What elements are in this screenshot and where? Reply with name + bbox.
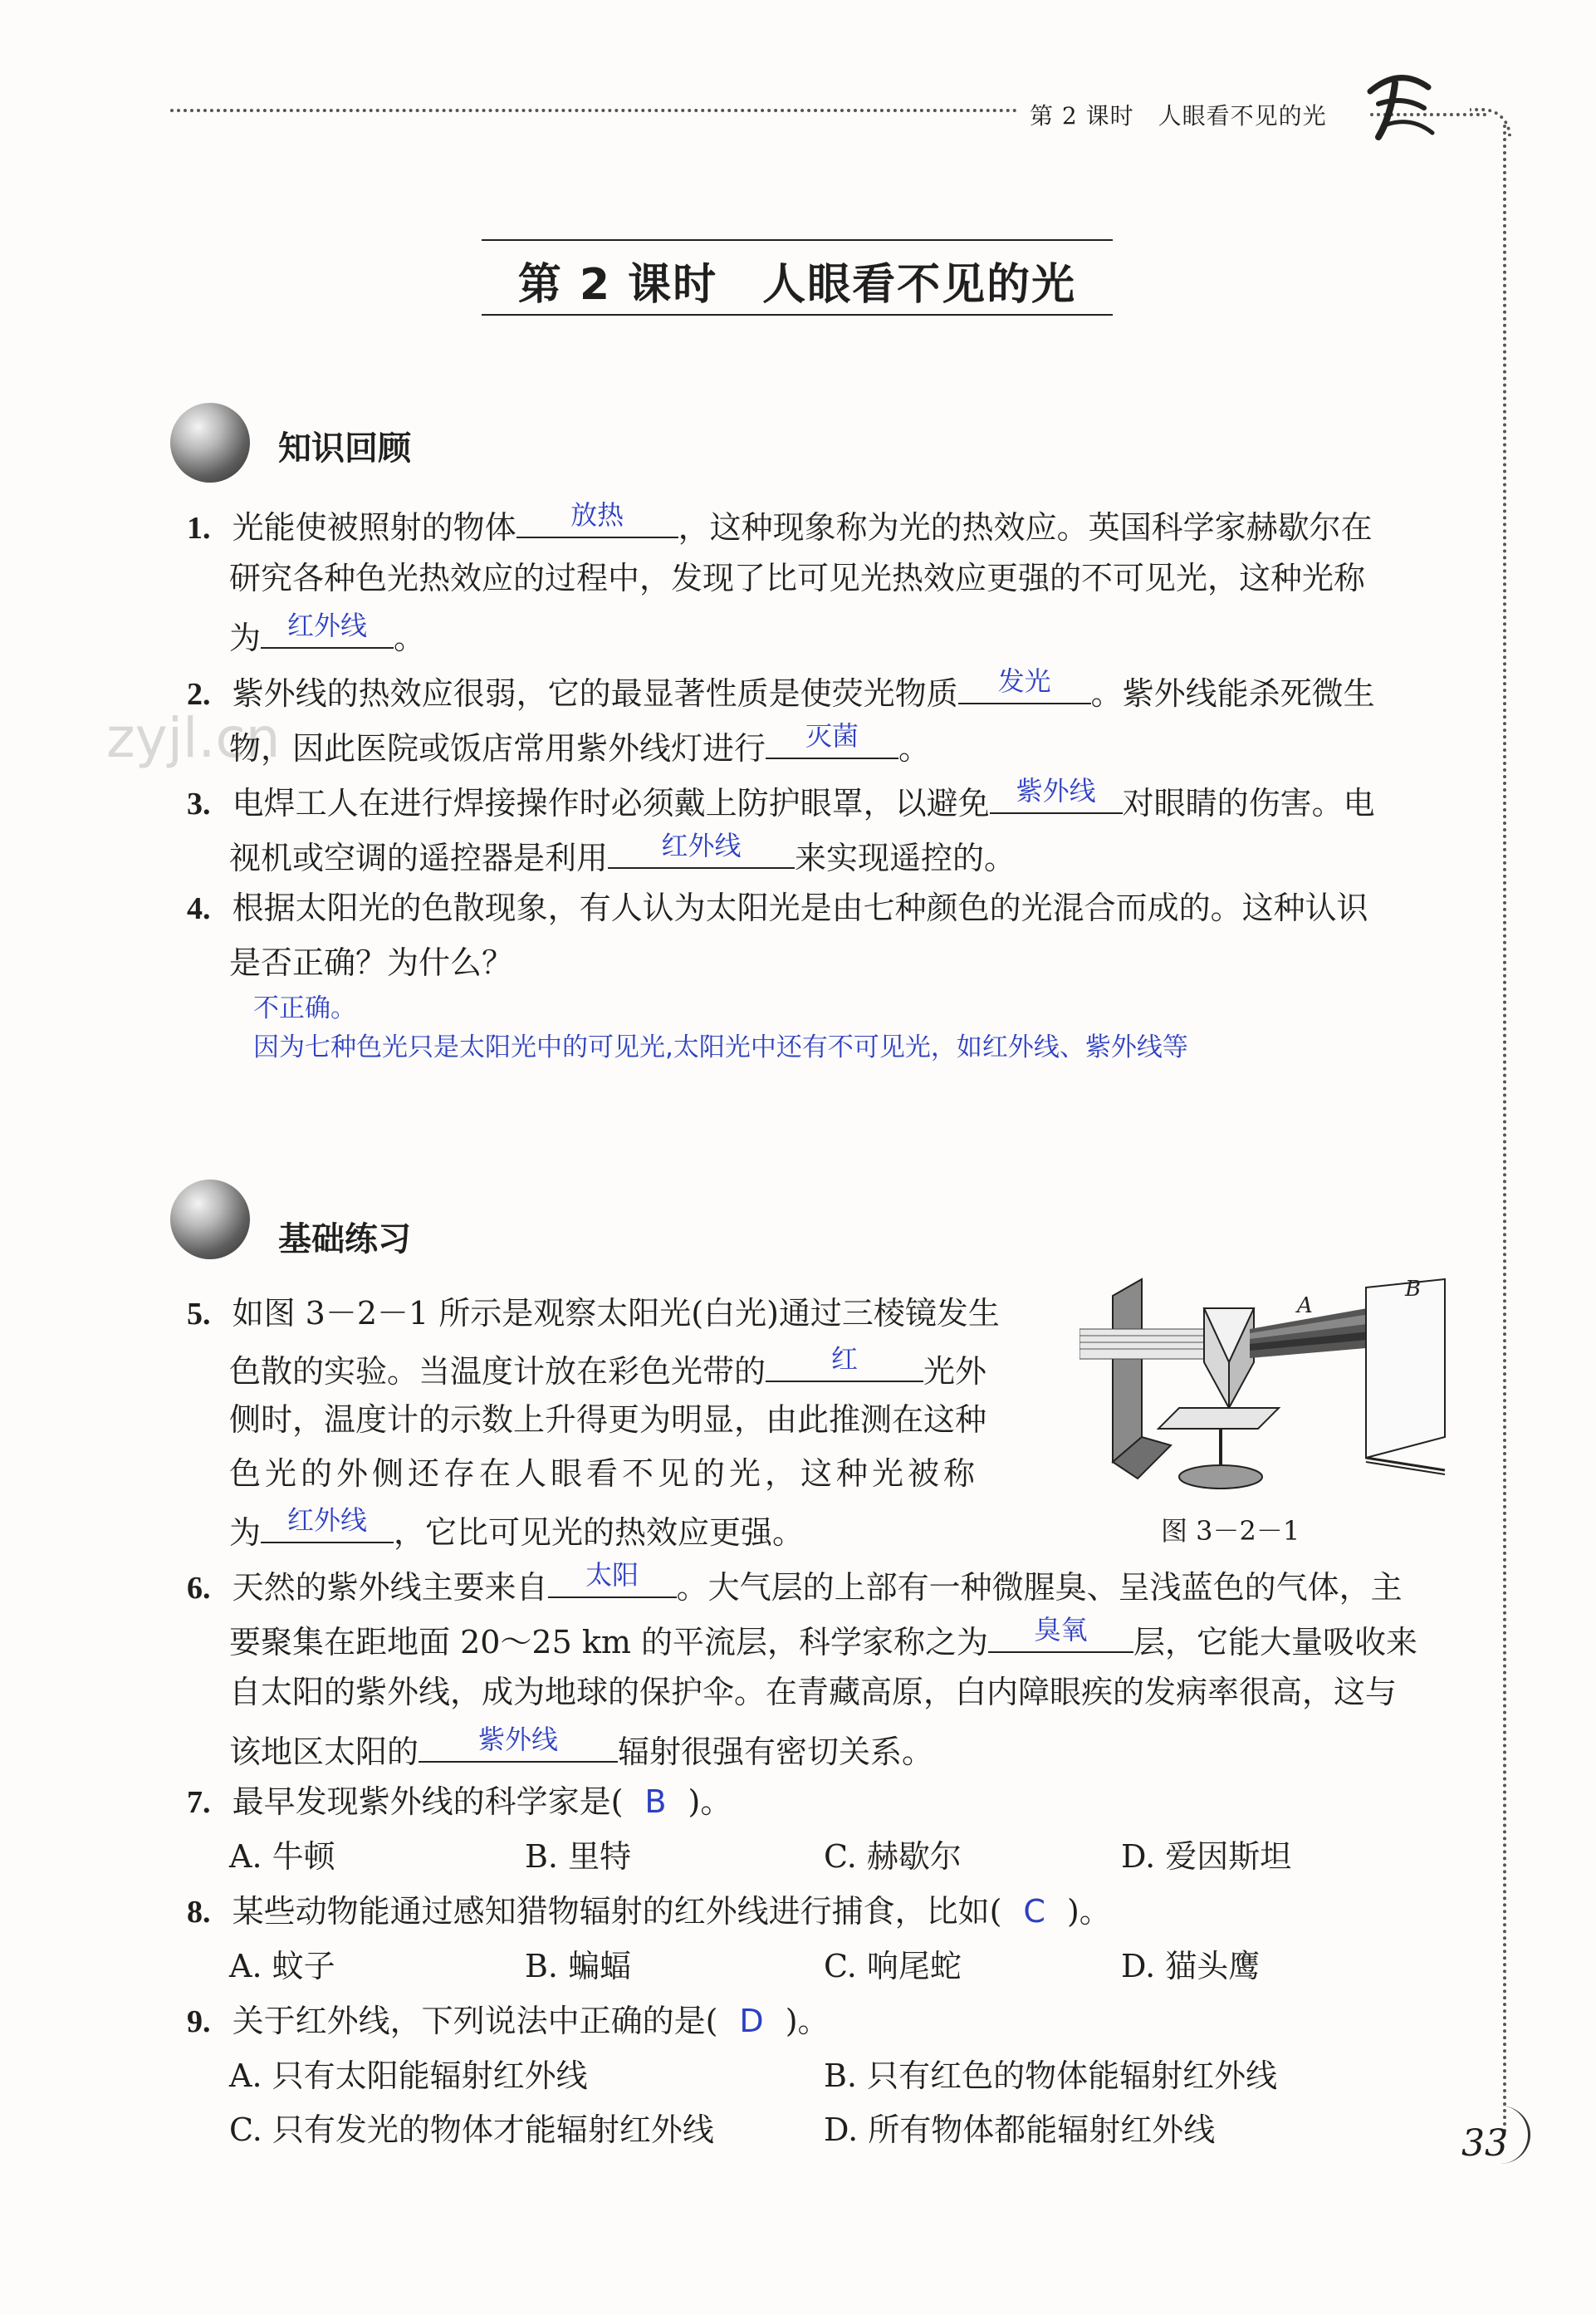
question-number: 3. [187, 787, 211, 822]
question-number: 2. [187, 677, 211, 712]
title-rule-bottom [482, 314, 1113, 316]
question-text: 色散的实验。当温度计放在彩色光带的 [229, 1353, 766, 1390]
question-number: 7. [187, 1785, 211, 1820]
handwritten-answer: 不正确。 [253, 993, 356, 1023]
question-text: )。 [688, 1783, 732, 1820]
question-text: 自太阳的紫外线，成为地球的保护伞。在青藏高原，白内障眼疾的发病率很高，这与 [229, 1674, 1398, 1710]
question-1 [187, 499, 1373, 546]
question-text: 。大气层的上部有一种微腥臭、呈浅蓝色的气体，主 [676, 1569, 1403, 1606]
handwritten-answer: C [1023, 1893, 1045, 1930]
handwritten-answer: D [739, 2003, 764, 2039]
option-b[interactable]: B. 只有红色的物体能辐射红外线 [824, 2058, 1278, 2094]
question-text: 关于红外线，下列说法中正确的是( [232, 2003, 718, 2039]
option-c[interactable]: C. 赫歇尔 [824, 1838, 962, 1875]
figure-caption: 图 3－2－1 [1161, 1515, 1300, 1547]
question-text: 光能使被照射的物体 [232, 509, 516, 546]
question-text: 层，它能大量吸收来 [1133, 1624, 1418, 1660]
question-text: 辐射很强有密切关系。 [618, 1734, 934, 1770]
question-text: 对眼睛的伤害。电 [1122, 785, 1375, 822]
option-c[interactable]: C. 只有发光的物体才能辐射红外线 [229, 2111, 714, 2148]
question-7 [187, 1783, 732, 1820]
handwritten-answer: 发光 [997, 665, 1051, 697]
question-number: 8. [187, 1895, 211, 1930]
handwritten-answer: 因为七种色光只是太阳光中的可见光,太阳光中还有不可见光，如红外线、紫外线等 [253, 1032, 1188, 1062]
prism-stand [1158, 1408, 1279, 1489]
running-header: 第 2 课时 人眼看不见的光 [1030, 102, 1327, 130]
handwritten-answer: 红外线 [661, 830, 742, 861]
header-dotted-rule [170, 109, 1017, 112]
question-number: 1. [187, 511, 211, 546]
watermark: zyjl.cn [106, 706, 281, 770]
globe-icon [170, 1180, 250, 1259]
slit-screen [1113, 1279, 1142, 1462]
question-text: 研究各种色光热效应的过程中，发现了比可见光热效应更强的不可见光，这种光称 [229, 560, 1366, 596]
answer-blank[interactable] [516, 499, 678, 538]
prism [1204, 1308, 1254, 1408]
question-3 [187, 775, 1375, 822]
title-rule-top [482, 239, 1113, 241]
option-a[interactable]: A. 蚊子 [229, 1948, 335, 1984]
page-number: 33 [1461, 2122, 1508, 2165]
answer-blank[interactable] [990, 775, 1123, 814]
question-text: 。 [898, 730, 931, 767]
section-title-practice: 基础练习 [278, 1220, 411, 1258]
question-text: 视机或空调的遥控器是利用 [229, 840, 609, 876]
option-a[interactable]: A. 牛顿 [229, 1838, 335, 1875]
answer-blank[interactable] [261, 1504, 394, 1543]
handwritten-answer: 紫外线 [478, 1724, 559, 1755]
question-text: 色光的外侧还存在人眼看不见的光，这种光被称 [229, 1455, 980, 1492]
prism-dispersion-figure [1080, 1271, 1461, 1495]
question-text: 电焊工人在进行焊接操作时必须戴上防护眼罩，以避免 [232, 785, 990, 822]
question-text: ，它比可见光的热效应更强。 [394, 1514, 805, 1551]
option-d[interactable]: D. 猫头鹰 [1121, 1948, 1261, 1984]
question-8 [187, 1893, 1111, 1930]
question-5-line2 [229, 1343, 987, 1390]
question-text: 最早发现紫外线的科学家是( [232, 1783, 624, 1820]
question-number: 9. [187, 2004, 211, 2039]
page-title: 第 2 课时 人眼看不见的光 [517, 260, 1077, 310]
brush-calligraphy-logo-icon [1354, 58, 1445, 150]
question-text: )。 [785, 2003, 830, 2039]
question-2 [187, 665, 1375, 712]
option-c[interactable]: C. 响尾蛇 [824, 1948, 962, 1984]
incoming-white-light-beam [1080, 1329, 1212, 1359]
question-text: 是否正确？为什么？ [229, 944, 514, 981]
question-6 [187, 1559, 1403, 1606]
question-text: 天然的紫外线主要来自 [232, 1569, 548, 1606]
question-3-line2 [229, 830, 1016, 876]
option-b[interactable]: B. 里特 [525, 1838, 632, 1875]
question-number: 5. [187, 1297, 211, 1332]
section-title-review: 知识回顾 [278, 429, 411, 468]
question-6-line4 [229, 1724, 934, 1770]
figure-label-b: B [1405, 1277, 1422, 1302]
handwritten-answer: 臭氧 [1034, 1614, 1088, 1646]
projection-screen [1366, 1279, 1445, 1458]
globe-icon [170, 403, 250, 483]
handwritten-answer: 太阳 [585, 1559, 639, 1591]
answer-blank[interactable] [608, 830, 795, 869]
answer-blank[interactable] [766, 720, 898, 759]
option-b[interactable]: B. 蝙蝠 [525, 1948, 632, 1984]
option-d[interactable]: D. 所有物体都能辐射红外线 [824, 2111, 1216, 2148]
answer-blank[interactable] [988, 1614, 1133, 1653]
handwritten-answer: B [644, 1783, 667, 1820]
handwritten-answer: 放热 [570, 499, 624, 531]
handwritten-answer: 红外线 [287, 1504, 368, 1536]
option-a[interactable]: A. 只有太阳能辐射红外线 [229, 2058, 588, 2094]
question-5 [187, 1297, 1000, 1330]
question-text: 侧时，温度计的示数上升得更为明显，由此推测在这种 [229, 1401, 987, 1438]
handwritten-answer: 红 [831, 1343, 859, 1375]
question-4 [187, 892, 1368, 925]
question-text: 紫外线的热效应很弱，它的最显著性质是使荧光物质 [232, 675, 958, 712]
question-text: 要聚集在距地面 20～25 km 的平流层，科学家称之为 [229, 1624, 989, 1660]
question-2-line2 [229, 720, 931, 767]
question-6-line2 [229, 1614, 1418, 1660]
question-number: 4. [187, 891, 211, 926]
handwritten-answer: 紫外线 [1016, 775, 1096, 807]
question-text: 如图 3－2－1 所示是观察太阳光(白光)通过三棱镜发生 [232, 1295, 1000, 1332]
question-text: 为 [229, 1514, 262, 1551]
question-number: 6. [187, 1571, 211, 1606]
question-text: )。 [1066, 1893, 1111, 1930]
answer-blank[interactable] [766, 1343, 923, 1382]
question-text: 根据太阳光的色散现象，有人认为太阳光是由七种颜色的光混合而成的。这种认识 [232, 890, 1368, 926]
question-9 [187, 2005, 830, 2038]
figure-label-a: A [1297, 1293, 1313, 1318]
question-text: 该地区太阳的 [229, 1734, 419, 1770]
question-text: ，这种现象称为光的热效应。英国科学家赫歇尔在 [678, 509, 1373, 546]
answer-blank[interactable] [958, 665, 1091, 704]
question-text: 来实现遥控的。 [795, 840, 1016, 876]
handwritten-answer: 红外线 [287, 610, 368, 641]
question-text: 。紫外线能杀死微生 [1090, 675, 1375, 712]
question-text: 光外 [923, 1353, 987, 1390]
handwritten-answer: 灭菌 [805, 720, 859, 752]
question-text: 。 [394, 620, 426, 656]
option-d[interactable]: D. 爱因斯坦 [1121, 1838, 1292, 1875]
question-text: 物，因此医院或饭店常用紫外线灯进行 [229, 730, 766, 767]
answer-blank[interactable] [548, 1559, 677, 1598]
question-5-line5 [229, 1504, 805, 1551]
answer-blank[interactable] [419, 1724, 618, 1763]
right-dotted-margin [1503, 125, 1506, 2135]
answer-blank[interactable] [261, 610, 394, 649]
question-text: 某些动物能通过感知猎物辐射的红外线进行捕食，比如( [232, 1893, 1002, 1930]
question-text: 为 [229, 620, 262, 656]
question-1-line3 [229, 610, 426, 656]
